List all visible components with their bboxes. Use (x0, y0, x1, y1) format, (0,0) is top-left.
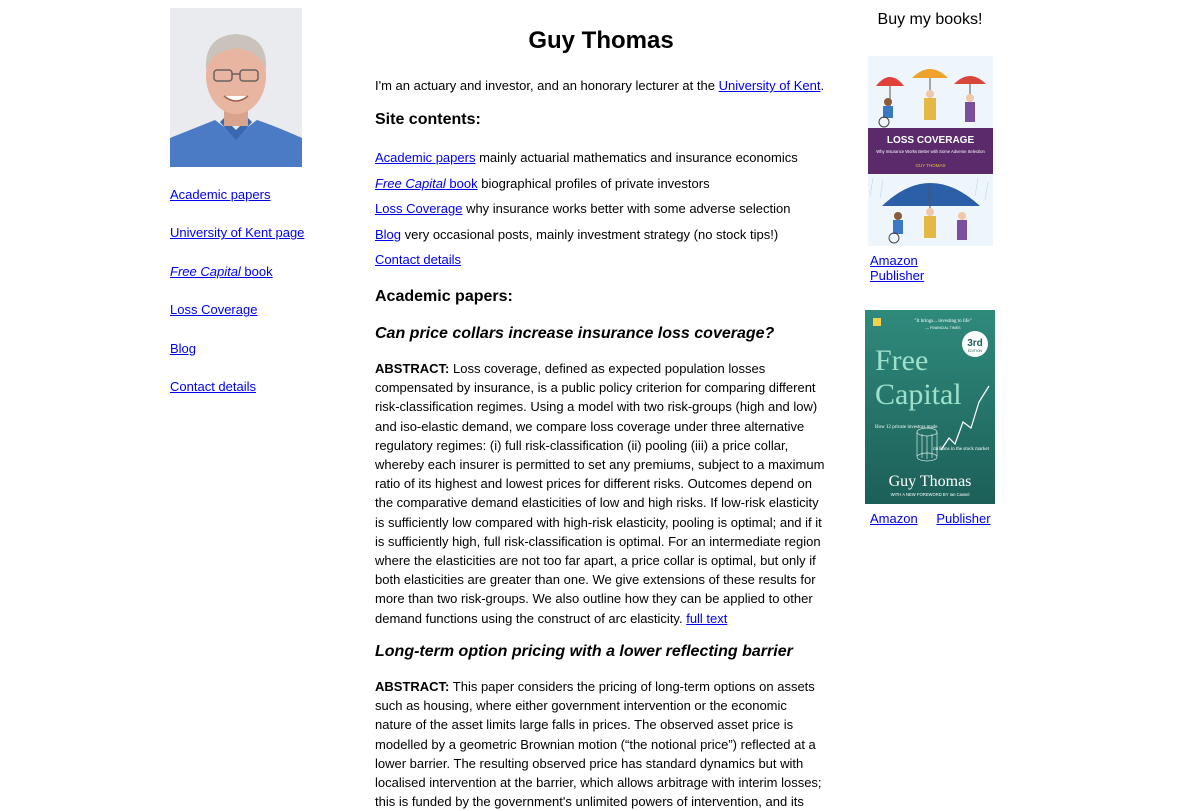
book2-amazon-link[interactable]: Amazon (870, 511, 918, 526)
intro-text-after: . (820, 78, 825, 93)
book2-links (870, 511, 1010, 526)
page-title: Guy Thomas (528, 27, 674, 54)
book1-author: GUY THOMAS (915, 163, 946, 168)
site-contents-heading: Site contents: (375, 111, 481, 128)
sidebar-item-free-capital-rest: book (240, 263, 273, 279)
abstract-label: ABSTRACT: (375, 679, 450, 694)
intro-text-before: I'm an actuary and investor, and an honorary lecturer at the (375, 78, 719, 93)
book1-title: LOSS COVERAGE (886, 135, 975, 146)
sidebar-item-free-capital-italic: Free Capital (170, 263, 241, 279)
contents-desc: why insurance works better with some adverse selection (462, 201, 791, 216)
sidebar-item-academic-papers[interactable]: Academic papers (170, 187, 271, 202)
list-item (375, 225, 835, 251)
sidebar-item-blog[interactable]: Blog (170, 340, 197, 356)
author-portrait (170, 8, 302, 167)
intro-paragraph (375, 76, 835, 95)
book2-author: Guy Thomas (888, 473, 972, 490)
book2-title-line2: Capital (875, 378, 962, 411)
loss-coverage-book-cover[interactable] (868, 56, 993, 246)
contents-desc: biographical profiles of private investors (477, 175, 710, 191)
contents-desc: mainly actuarial mathematics and insurance economics (475, 150, 798, 165)
kent-link[interactable]: University of Kent (718, 78, 821, 93)
abstract-text: Loss coverage, defined as expected population losses compensated by insurance, is a public policy criterion for comparing different risk-classification regimes. Using a model with two risk-groups (high and low) and iso-elastic demand, we compare loss coverage under three alternative regulatory regimes: (i) full risk-classification (ii) pooling (iii) a price collar, whereby each insurer is permitted to set any premiums, subject to a maximum ratio of its highest and lowest prices for different risks. Outcomes depend on the comparative demand elasticities of low and high risks. If low-risk elasticity is sufficiently low compared with high-risk elasticity, pooling is optimal; and if it is sufficiently high, full risk-classification is optimal. For an intermediate region where the elasticities are not too far apart, a price collar is optimal, but only if both elasticities are greater than one. We give extensions of these results for more than two risk-groups. We also outline how they can be applied to other demand functions using the construct of arc elasticity. (375, 361, 825, 626)
paper-title: Can price collars increase insurance loss coverage? (375, 325, 775, 342)
book1-links (870, 253, 1000, 283)
book2-blurb-left: How 12 private investors made (875, 425, 938, 430)
contents-link-blog[interactable]: Blog (375, 226, 402, 242)
paper-title: Long-term option pricing with a lower reflecting barrier (375, 643, 793, 660)
buy-books-heading: Buy my books! (877, 11, 983, 28)
list-item (375, 250, 835, 276)
sidebar-item-kent-page[interactable]: University of Kent page (170, 225, 305, 241)
contents-link-contact[interactable]: Contact details (375, 252, 461, 267)
book1-publisher-link[interactable]: Publisher (870, 268, 925, 283)
book2-publisher-link[interactable]: Publisher (936, 511, 991, 526)
contents-link-free-capital-rest: book (445, 175, 478, 191)
book1-amazon-link[interactable]: Amazon (870, 253, 918, 268)
contents-link-free-capital-italic: Free Capital (375, 175, 446, 191)
book1-subtitle: Why Insurance Works Better with Some Adverse Selection (876, 149, 985, 154)
abstract-text: This paper considers the pricing of long-term options on assets such as housing, where either government intervention or the economic nature of the asset limits large falls in prices. The observed asset price is modelled by a geometric Brownian motion (“the notional price”) reflected at a lower barrier. The resulting observed price has standard dynamics but with localised intervention at the barrier, which allows arbitrage with interim losses; this is funded by the government's unlimited powers of intervention, and its (375, 679, 822, 810)
sidebar-item-free-capital[interactable] (170, 264, 310, 302)
list-item (375, 199, 835, 225)
contents-link-free-capital[interactable] (375, 176, 478, 191)
list-item (375, 148, 835, 174)
contents-desc: very occasional posts, mainly investment strategy (no stock tips!) (401, 226, 779, 242)
sidebar-nav (170, 187, 310, 417)
paper-abstract (375, 677, 827, 811)
book2-blurb-right: millions in the stock market (933, 447, 989, 452)
main-content (375, 0, 827, 810)
sidebar-item-loss-coverage[interactable]: Loss Coverage (170, 302, 258, 318)
site-contents-list (375, 148, 835, 276)
abstract-label: ABSTRACT: (375, 361, 450, 376)
book2-quote: "It brings... investing to life" (914, 319, 972, 324)
book2-title-line1: Free (875, 344, 929, 377)
book2-badge: 3rd (967, 338, 983, 349)
book2-badge-sub: EDITION (967, 349, 983, 353)
sidebar-item-contact[interactable]: Contact details (170, 378, 256, 394)
book2-quote-source: — FINANCIAL TIMES (925, 326, 961, 330)
contents-link-academic-papers[interactable]: Academic papers (375, 150, 476, 165)
book2-foreword: WITH A NEW FOREWORD BY Ian Cassel (890, 492, 970, 497)
free-capital-book-cover[interactable] (865, 310, 995, 504)
full-text-link[interactable]: full text (686, 610, 728, 626)
contents-link-loss-coverage[interactable]: Loss Coverage (375, 201, 463, 216)
left-sidebar (170, 8, 310, 417)
list-item (375, 174, 835, 200)
academic-papers-heading: Academic papers: (375, 288, 513, 305)
paper-abstract (375, 359, 827, 628)
